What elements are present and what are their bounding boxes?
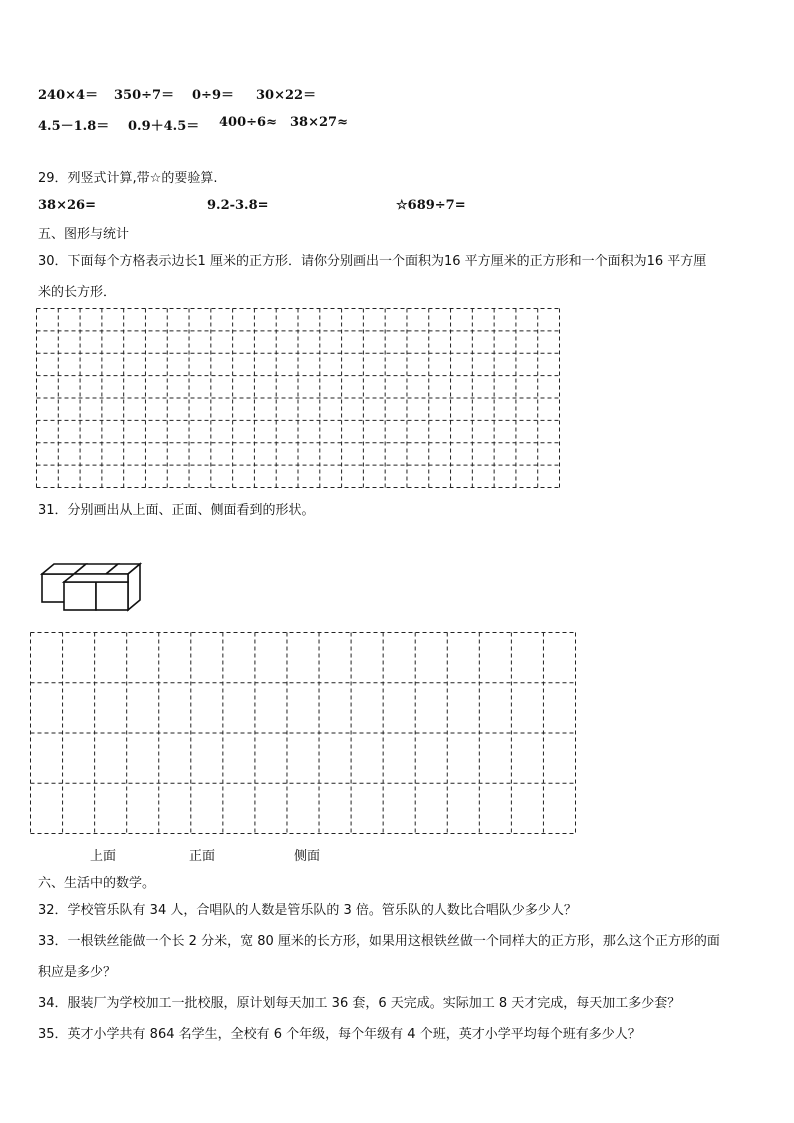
- view-label-top: 上面: [90, 849, 117, 864]
- q29-item: ☆689÷7=: [396, 198, 466, 213]
- question-33-line2: 积应是多少？: [38, 965, 117, 980]
- view-label-front: 正面: [189, 849, 216, 864]
- square-grid[interactable]: [36, 308, 560, 488]
- question-31-title: 31．分别画出从上面、正面、侧面看到的形状。: [38, 503, 315, 518]
- section-heading: 五、图形与统计: [38, 227, 130, 242]
- question-33-line1: 33．一根铁丝能做一个长 2 分米，宽 80 厘米的长方形，如果用这根铁丝做一个同样大的正方形，那么这个正方形的面: [38, 934, 720, 949]
- section-heading: 六、生活中的数学。: [38, 876, 156, 891]
- cube-figure: [40, 560, 146, 616]
- question-30-line1: 30．下面每个方格表示边长1 厘米的正方形．请你分别画出一个面积为16 平方厘米的正方形和一个面积为16 平方厘: [38, 254, 707, 269]
- calc-item: 400÷6≈: [219, 115, 277, 130]
- view-grid[interactable]: [30, 632, 576, 834]
- calc-item: 4.5－1.8＝: [38, 119, 110, 134]
- question-34: 34．服装厂为学校加工一批校服，原计划每天加工 36 套，6 天完成。实际加工 8 天才完成，每天加工多少套？: [38, 996, 681, 1011]
- question-30-line2: 米的长方形．: [38, 285, 117, 300]
- calc-item: 240×4＝: [38, 88, 99, 103]
- calc-item: 38×27≈: [290, 115, 348, 130]
- question-29-title: 29．列竖式计算,带☆的要验算.: [38, 171, 218, 186]
- view-label-side: 侧面: [294, 849, 321, 864]
- calc-item: 350÷7＝: [114, 88, 175, 103]
- question-35: 35．英才小学共有 864 名学生，全校有 6 个年级，每个年级有 4 个班，英才小学平均每个班有多少人？: [38, 1027, 641, 1042]
- calc-item: 30×22＝: [256, 88, 317, 103]
- question-32: 32．学校管乐队有 34 人，合唱队的人数是管乐队的 3 倍。管乐队的人数比合唱队少多少人？: [38, 903, 577, 918]
- calc-item: 0.9＋4.5＝: [128, 119, 200, 134]
- q29-item: 38×26=: [38, 198, 96, 213]
- q29-item: 9.2-3.8=: [207, 198, 269, 213]
- calc-item: 0÷9＝: [192, 88, 234, 103]
